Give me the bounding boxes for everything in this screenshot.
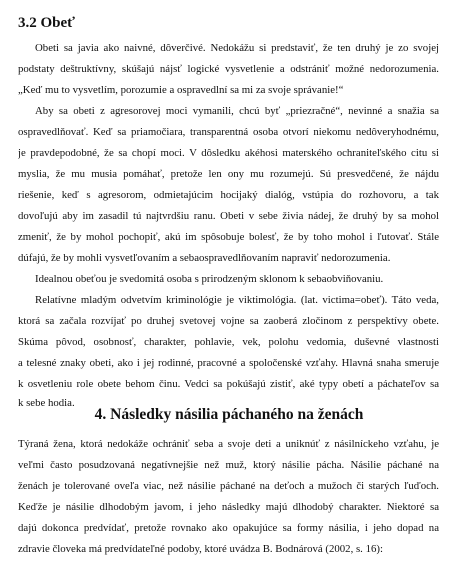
paragraph-line: k osvetleniu role obete behom činu. Vedci sa pokúšajú zistiť, aké typy obetí a páchateľov sa	[18, 378, 439, 390]
paragraph-line: Keďže je násilie dlhodobým javom, i jeho následky majú dlhodobý charakter. Niektoré sa	[18, 501, 439, 513]
paragraph-line: myslia, že mu musia pomáhať, pretože len ony mu rozumejú. Sú presvedčené, že nájdu	[18, 168, 439, 180]
paragraph-line: Relatívne mladým odvetvím kriminológie je viktimológia. (lat. victima=obeť). Táto veda,	[35, 294, 439, 306]
paragraph-line: podstaty deštruktívny, skúšajú nájsť logické vysvetlenie a odstrániť možné nedorozumenia.	[18, 63, 439, 75]
paragraph-line: Týraná žena, ktorá nedokáže ochrániť seba a svoje deti a uniknúť z násilníckeho vzťahu, je	[18, 438, 439, 450]
paragraph-line: je pravdepodobné, že sa chopí moci. V dôsledku akéhosi materského ochraniteľského citu si	[18, 147, 439, 159]
paragraph-line: dúfajú, že by mohli vysvetľovaním a sebaospravedlňovaním napraviť nedorozumenia.	[18, 252, 391, 264]
paragraph-line: Obeti sa javia ako naivné, dôverčivé. Nedokážu si predstaviť, že ten druhý je zo svojej	[35, 42, 439, 54]
paragraph-line: Skúma pôvod, osobnosť, charakter, pohlavie, vek, polohu vedomia, duševné vlastnosti	[18, 336, 439, 348]
paragraph-line: dajú dokonca predvídať, pretože rovnako ako opakujúce sa formy násilia, i jeho dopad na	[18, 522, 439, 534]
paragraph-line: ženách je tolerované oveľa viac, než násilie páchané na deťoch a mužoch či starých ľuďoch.	[18, 480, 439, 492]
paragraph-line: „Keď mu to vysvetlím, porozumie a ospravedlní sa mi za svoje správanie!“	[18, 84, 344, 96]
paragraph-line: Idealnou obeťou je svedomitá osoba s prirodzeným sklonom k sebaobviňovaniu.	[35, 273, 384, 285]
paragraph-line: a telesné znaky obeti, ako i jej rodinné, pracovné a spoločenské vzťahy. Hlavná snaha smeruje	[18, 357, 439, 369]
paragraph-line: zmeniť, že by mohol pochopiť, akú im spôsobuje bolesť, že by toho mohol i ľutovať. Stále	[18, 231, 439, 243]
paragraph-line: ktorá sa začala rozvíjať po druhej svetovej vojne sa zaoberá zločinom z perspektívy obete.	[18, 315, 439, 327]
paragraph-line: ospravedlňovať. Keď sa priamočiara, transparentná osoba otvorí niekomu nedôveryhodnému,	[18, 126, 439, 138]
paragraph-line: Aby sa obeti z agresorovej moci vymanili, chcú byť „priezračné“, nevinné a snažia sa	[35, 105, 439, 117]
chapter-heading: 4. Následky násilia páchaného na ženách	[94, 406, 364, 423]
paragraph-line: veľmi často posudzovaná negatívnejšie než muž, ktorý násilie pácha. Násilie páchané na	[18, 459, 439, 471]
paragraph-line: riešenie, keď s agresorom, odmietajúcim hocijaký dialóg, vstúpia do rozhovoru, a tak	[18, 189, 439, 201]
paragraph-line: dovoľujú aby im zasadil tú najtvrdšiu ranu. Obeti v sebe živia nádej, že druhý by sa mohol	[18, 210, 439, 222]
paragraph-line: k sebe hodia.	[18, 397, 75, 409]
section-heading: 3.2 Obeť	[18, 15, 75, 31]
paragraph-line: zdravie človeka má predvídateľné podoby, ktoré uvádza B. Bodnárová (2002, s. 16):	[18, 543, 383, 555]
